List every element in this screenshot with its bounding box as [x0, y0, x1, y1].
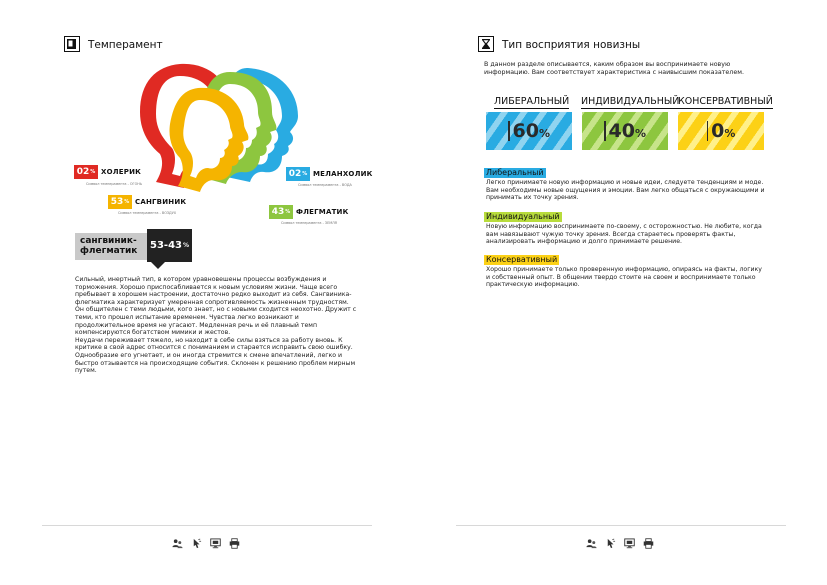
- liberal-desc-title: Либеральный: [486, 168, 544, 177]
- melancholic-symbol: Символ темперамента - ВОДА: [298, 183, 352, 187]
- individual-score: 40: [608, 120, 635, 142]
- footer-divider: [42, 525, 372, 526]
- sanguine-label: [108, 195, 186, 209]
- choleric-name: ХОЛЕРИК: [101, 168, 142, 176]
- pointer-icon[interactable]: [191, 538, 202, 549]
- footer-toolbar: [586, 538, 654, 549]
- result-value: 53-43: [150, 240, 182, 251]
- temperament-title: Темперамент: [88, 39, 163, 51]
- monitor-icon[interactable]: [210, 538, 221, 549]
- novelty-title: Тип восприятия новизны: [502, 39, 641, 51]
- result-type-label: [75, 233, 147, 260]
- temperament-heads-graphic: [120, 58, 310, 198]
- temperament-paragraph: Неудачи переживает тяжело, но находит в себе силы взяться за работу вновь. К критике в свой адрес относится с пониманием и старается исправить свою ошибку. Однообразие его угнетает, и он иногда стремится к смене впечатлений, легко и быстро отзывается на происходящие события. Склонен к решению проблем мирным путем.: [75, 336, 356, 375]
- phlegmatic-label: [269, 205, 349, 219]
- temperament-paragraph: Он общителен с теми людьми, кого знает, но с новыми сходится неохотно. Дружит с теми, кто прошел испытание временем. Чувства легко возникают и продолжительное время не угасают. Медленная речь и её плавный темп компенсируются богатством мимики и жестов.: [75, 306, 357, 337]
- footer-divider: [456, 525, 786, 526]
- melancholic-percent-badge: 02 %: [286, 167, 310, 181]
- printer-icon[interactable]: [643, 538, 654, 549]
- phlegmatic-symbol: Символ темперамента - ЗЕМЛЯ: [281, 221, 338, 225]
- liberal-heading: ЛИБЕРАЛЬНЫЙ: [494, 96, 570, 107]
- result-value-badge: [147, 229, 192, 262]
- left-page: [0, 0, 413, 585]
- choleric-percent-badge: 02 %: [74, 165, 98, 179]
- phlegmatic-name: ФЛЕГМАТИК: [296, 208, 349, 216]
- printer-icon[interactable]: [229, 538, 240, 549]
- melancholic-label: [286, 167, 373, 181]
- pointer-icon[interactable]: [605, 538, 616, 549]
- novelty-intro: В данном разделе описывается, каким образом вы воспринимаете новую информацию. Вам соответствует характеристика с наивысшим показателем.: [484, 61, 744, 76]
- notebook-icon: [64, 36, 80, 52]
- monitor-icon[interactable]: [624, 538, 635, 549]
- liberal-score-box: [486, 112, 572, 150]
- conservative-desc-text: Хорошо принимаете только проверенную информацию, опираясь на факты, логику и собственный опыт. В общении твердо стоите на своем и воспринимаете только практическую информацию.: [486, 266, 762, 289]
- liberal-score: 60: [512, 120, 539, 142]
- conservative-heading: КОНСЕРВАТИВНЫЙ: [678, 96, 773, 107]
- individual-desc-title: Индивидуальный: [486, 212, 560, 221]
- melancholic-name: МЕЛАНХОЛИК: [313, 170, 373, 178]
- result-type-line1: сангвиник-: [80, 236, 137, 246]
- individual-unit: %: [634, 127, 646, 140]
- liberal-desc-text: Легко принимаете новую информацию и новые идеи, следуете тенденциям и моде. Вам необходимы новые ощущения и эмоции. Вам легко общаться с окружающими и принимать их точку зрения.: [486, 179, 765, 202]
- hourglass-icon: [478, 36, 494, 52]
- sanguine-name: САНГВИНИК: [135, 198, 187, 206]
- choleric-symbol: Символ темперамента - ОГОНЬ: [86, 182, 143, 186]
- liberal-unit: %: [538, 127, 550, 140]
- right-page: [414, 0, 827, 585]
- conservative-score-box: [678, 112, 764, 150]
- phlegmatic-percent-badge: 43 %: [269, 205, 293, 219]
- conservative-unit: %: [724, 127, 736, 140]
- footer-toolbar: [172, 538, 240, 549]
- individual-heading: ИНДИВИДУАЛЬНЫЙ: [581, 96, 680, 107]
- sanguine-symbol: Символ темперамента - ВОЗДУХ: [118, 211, 177, 215]
- temperament-paragraph: Сильный, инертный тип, в котором уравновешены процессы возбуждения и торможения. Хорошо приспосабливается к новым условиям жизни. Чаще всего пребывает в хорошем настроении, достаточно редко выходит из себя. Сангвиника-флегматика характеризует умеренная сопротивляемость жизненным трудностям.: [75, 276, 352, 306]
- choleric-label: [74, 165, 141, 179]
- temperament-description: [75, 276, 359, 375]
- conservative-score: 0: [711, 120, 725, 142]
- individual-desc-text: Новую информацию воспринимаете по-своему, с осторожностью. Не любите, когда вам навязывают чужую точку зрения. Всегда стараетесь проверять факты, анализировать информацию и долго принимаете решение.: [486, 223, 762, 246]
- users-icon[interactable]: [172, 538, 183, 549]
- sanguine-percent-badge: 53 %: [108, 195, 132, 209]
- individual-score-box: [582, 112, 668, 150]
- result-type-line2: флегматик: [80, 246, 138, 256]
- result-badge-tip: [151, 262, 165, 269]
- conservative-desc-title: Консервативный: [486, 255, 558, 264]
- users-icon[interactable]: [586, 538, 597, 549]
- result-unit: %: [182, 242, 189, 249]
